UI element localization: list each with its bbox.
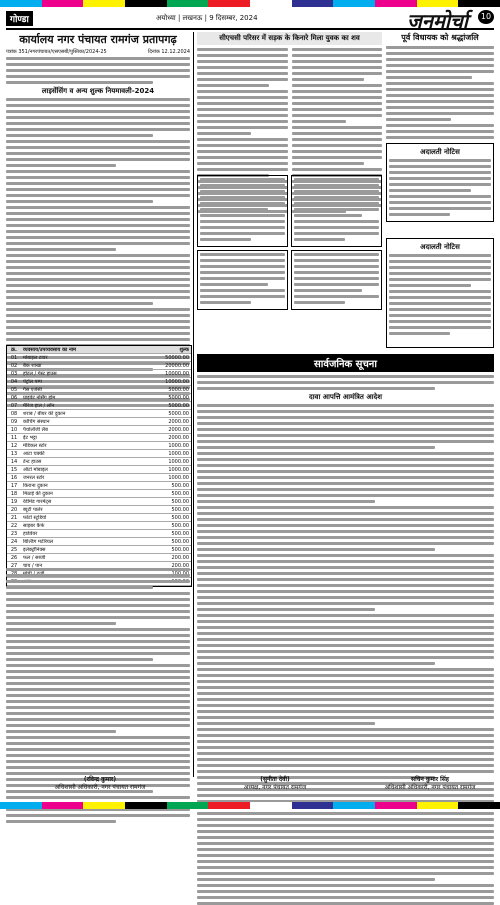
row-fee: 10000.00 <box>165 370 189 377</box>
table-row <box>7 394 191 402</box>
row-fee: 2000.00 <box>168 426 189 433</box>
court-notice-box <box>386 143 494 222</box>
table-row <box>7 418 191 426</box>
news-headline: सीएचसी परिसर में सड़क के किनारे मिला युवक का शव <box>197 32 382 45</box>
table-row <box>7 498 191 506</box>
row-number: 08 <box>10 410 18 417</box>
row-number: 06 <box>10 394 18 401</box>
ref-number: पत्रांक 351/नगरपंचायत/एसएसबी/पुस्तिका/2024-25 <box>6 49 107 55</box>
row-number: 24 <box>10 538 18 545</box>
notice-box-1 <box>197 175 288 247</box>
row-number: 20 <box>10 506 18 513</box>
notice-body-text <box>6 57 190 84</box>
row-business-name: होटल / गेस्ट हाउस <box>23 370 57 377</box>
table-row <box>7 474 191 482</box>
row-fee: 2000.00 <box>168 434 189 441</box>
table-row <box>7 514 191 522</box>
row-fee: 5000.00 <box>168 410 189 417</box>
table-row <box>7 354 191 362</box>
row-number: 17 <box>10 482 18 489</box>
row-business-name: आटा चक्की <box>23 450 45 457</box>
signature-middle: (सुनीता देवी) अध्यक्ष, नगर पंचायत रामगंज <box>243 776 307 791</box>
table-row <box>7 434 191 442</box>
row-number: 21 <box>10 514 18 521</box>
side-story <box>386 32 494 232</box>
row-business-name: बैंक शाखा <box>23 362 42 369</box>
row-number: 05 <box>10 386 18 393</box>
row-business-name: कोचिंग संस्थान <box>23 418 50 425</box>
row-fee: 5000.00 <box>168 402 189 409</box>
table-row <box>7 386 191 394</box>
table-row <box>7 530 191 538</box>
row-fee: 1000.00 <box>168 458 189 465</box>
table-row <box>7 450 191 458</box>
row-number: 10 <box>10 426 18 433</box>
table-row <box>7 362 191 370</box>
row-number: 18 <box>10 490 18 497</box>
row-fee: 500.00 <box>171 482 189 489</box>
table-row <box>7 546 191 554</box>
row-business-name: रेडीमेड गारमेंट्स <box>23 498 52 505</box>
row-number: 26 <box>10 554 18 561</box>
row-number: 04 <box>10 378 18 385</box>
row-fee: 20000.00 <box>165 362 189 369</box>
table-row <box>7 466 191 474</box>
row-number: 11 <box>10 434 18 441</box>
fee-table <box>6 345 192 587</box>
row-number: 03 <box>10 370 18 377</box>
row-business-name: फोटो स्टूडियो <box>23 514 47 521</box>
row-number: 02 <box>10 362 18 369</box>
table-row <box>7 402 191 410</box>
row-business-name: बिल्डिंग मटेरियल <box>23 538 54 545</box>
row-business-name: मोबाइल टावर <box>23 354 48 361</box>
table-row <box>7 426 191 434</box>
table-row <box>7 442 191 450</box>
public-notice-title: सार्वजनिक सूचना <box>197 354 494 372</box>
row-number: 27 <box>10 562 18 569</box>
row-business-name: मेडिकल स्टोर <box>23 442 47 449</box>
row-fee: 500.00 <box>171 514 189 521</box>
row-number: 23 <box>10 530 18 537</box>
row-fee: 2000.00 <box>168 418 189 425</box>
signature-right: सचिन कुमार सिंह अधिशासी अधिकारी, नगर पंचायत रामगंज <box>384 776 476 791</box>
registration-bar-top <box>0 0 500 7</box>
dateline: अयोध्या | लखनऊ | 9 दिसम्बर, 2024 <box>156 14 258 22</box>
court-notice-title: अदालती नोटिस <box>420 148 460 156</box>
public-notice-subtitle: दावा आपत्ति आमंत्रित आदेश <box>309 393 382 401</box>
table-header: क्र. व्यवसाय/उपव्यवसाय का नाम शुल्क <box>7 346 191 354</box>
row-number: 12 <box>10 442 18 449</box>
small-notices <box>197 175 382 350</box>
row-fee: 500.00 <box>171 522 189 529</box>
row-business-name: मिठाई की दुकान <box>23 490 53 497</box>
row-business-name: फल / सब्जी <box>23 554 46 561</box>
edition-label: गोण्डा <box>6 11 33 26</box>
table-row <box>7 458 191 466</box>
table-row <box>7 482 191 490</box>
signature-left: (रविन्द्र कुमार) अधिशासी अधिकारी, नगर पंचायत रामगंज <box>54 776 146 791</box>
column-divider <box>193 32 194 777</box>
row-business-name: प्राइवेट नर्सिंग होम <box>23 394 56 401</box>
row-fee: 500.00 <box>171 490 189 497</box>
row-number: 19 <box>10 498 18 505</box>
row-fee: 1000.00 <box>168 474 189 481</box>
notice-box-3 <box>197 250 288 310</box>
row-number: 22 <box>10 522 18 529</box>
table-row <box>7 490 191 498</box>
row-business-name: हार्डवेयर <box>23 530 38 537</box>
row-number: 25 <box>10 546 18 553</box>
registration-bar-bottom <box>0 802 500 809</box>
newspaper-logo: जनमोर्चा <box>407 9 468 33</box>
row-business-name: टेन्ट हाउस <box>23 458 42 465</box>
row-fee: 500.00 <box>171 506 189 513</box>
public-notice <box>197 354 494 774</box>
row-fee: 50000.00 <box>165 354 189 361</box>
row-number: 13 <box>10 450 18 457</box>
notice-box-2 <box>291 175 382 247</box>
row-business-name: जनरल स्टोर <box>23 474 45 481</box>
table-row <box>7 410 191 418</box>
table-row <box>7 522 191 530</box>
row-fee: 500.00 <box>171 530 189 537</box>
table-row <box>7 378 191 386</box>
court-notice-title-2: अदालती नोटिस <box>420 243 460 251</box>
notice-title: कार्यालय नगर पंचायत रामगंज प्रतापगढ़ <box>19 33 177 46</box>
row-fee: 1000.00 <box>168 466 189 473</box>
notice-box-4 <box>291 250 382 310</box>
row-fee: 200.00 <box>171 554 189 561</box>
row-business-name: मैरिज हाल / लॉन <box>23 402 55 409</box>
table-row <box>7 554 191 562</box>
row-fee: 10000.00 <box>165 378 189 385</box>
table-row <box>7 370 191 378</box>
side-headline: पूर्व विधायक को श्रद्धांजलि <box>401 33 479 42</box>
row-business-name: गैस एजेंसी <box>23 386 42 393</box>
row-number: 01 <box>10 354 18 361</box>
table-row <box>7 506 191 514</box>
row-number: 15 <box>10 466 18 473</box>
row-business-name: पेट्रोल पम्प <box>23 378 42 385</box>
row-fee: 200.00 <box>171 562 189 569</box>
row-number: 09 <box>10 418 18 425</box>
masthead <box>6 8 494 33</box>
row-fee: 5000.00 <box>168 386 189 393</box>
row-fee: 1000.00 <box>168 450 189 457</box>
row-number: 07 <box>10 402 18 409</box>
row-business-name: चाय / पान <box>23 562 43 569</box>
row-business-name: पैथोलॉजी लैब <box>23 426 48 433</box>
row-fee: 500.00 <box>171 546 189 553</box>
row-business-name: शराब / बीयर की दुकान <box>23 410 66 417</box>
row-fee: 500.00 <box>171 498 189 505</box>
row-fee: 5000.00 <box>168 394 189 401</box>
row-business-name: किराना दुकान <box>23 482 48 489</box>
row-number: 14 <box>10 458 18 465</box>
row-number: 16 <box>10 474 18 481</box>
row-fee: 500.00 <box>171 538 189 545</box>
notice-date: दिनांक 12.12.2024 <box>147 49 190 55</box>
row-fee: 1000.00 <box>168 442 189 449</box>
row-business-name: ऑटो मोबाइल <box>23 466 48 473</box>
row-business-name: इलेक्ट्रॉनिक्स <box>23 546 46 553</box>
table-row <box>7 538 191 546</box>
page-number: 10 <box>478 10 494 24</box>
section-heading: लाइसेंसिंग व अन्य शुल्क नियमावली-2024 <box>41 87 155 95</box>
row-business-name: ईंट भट्टा <box>23 434 37 441</box>
row-business-name: ब्यूटी पार्लर <box>23 506 43 513</box>
row-business-name: साइबर कैफे <box>23 522 45 529</box>
court-notice-box-2 <box>386 238 494 348</box>
